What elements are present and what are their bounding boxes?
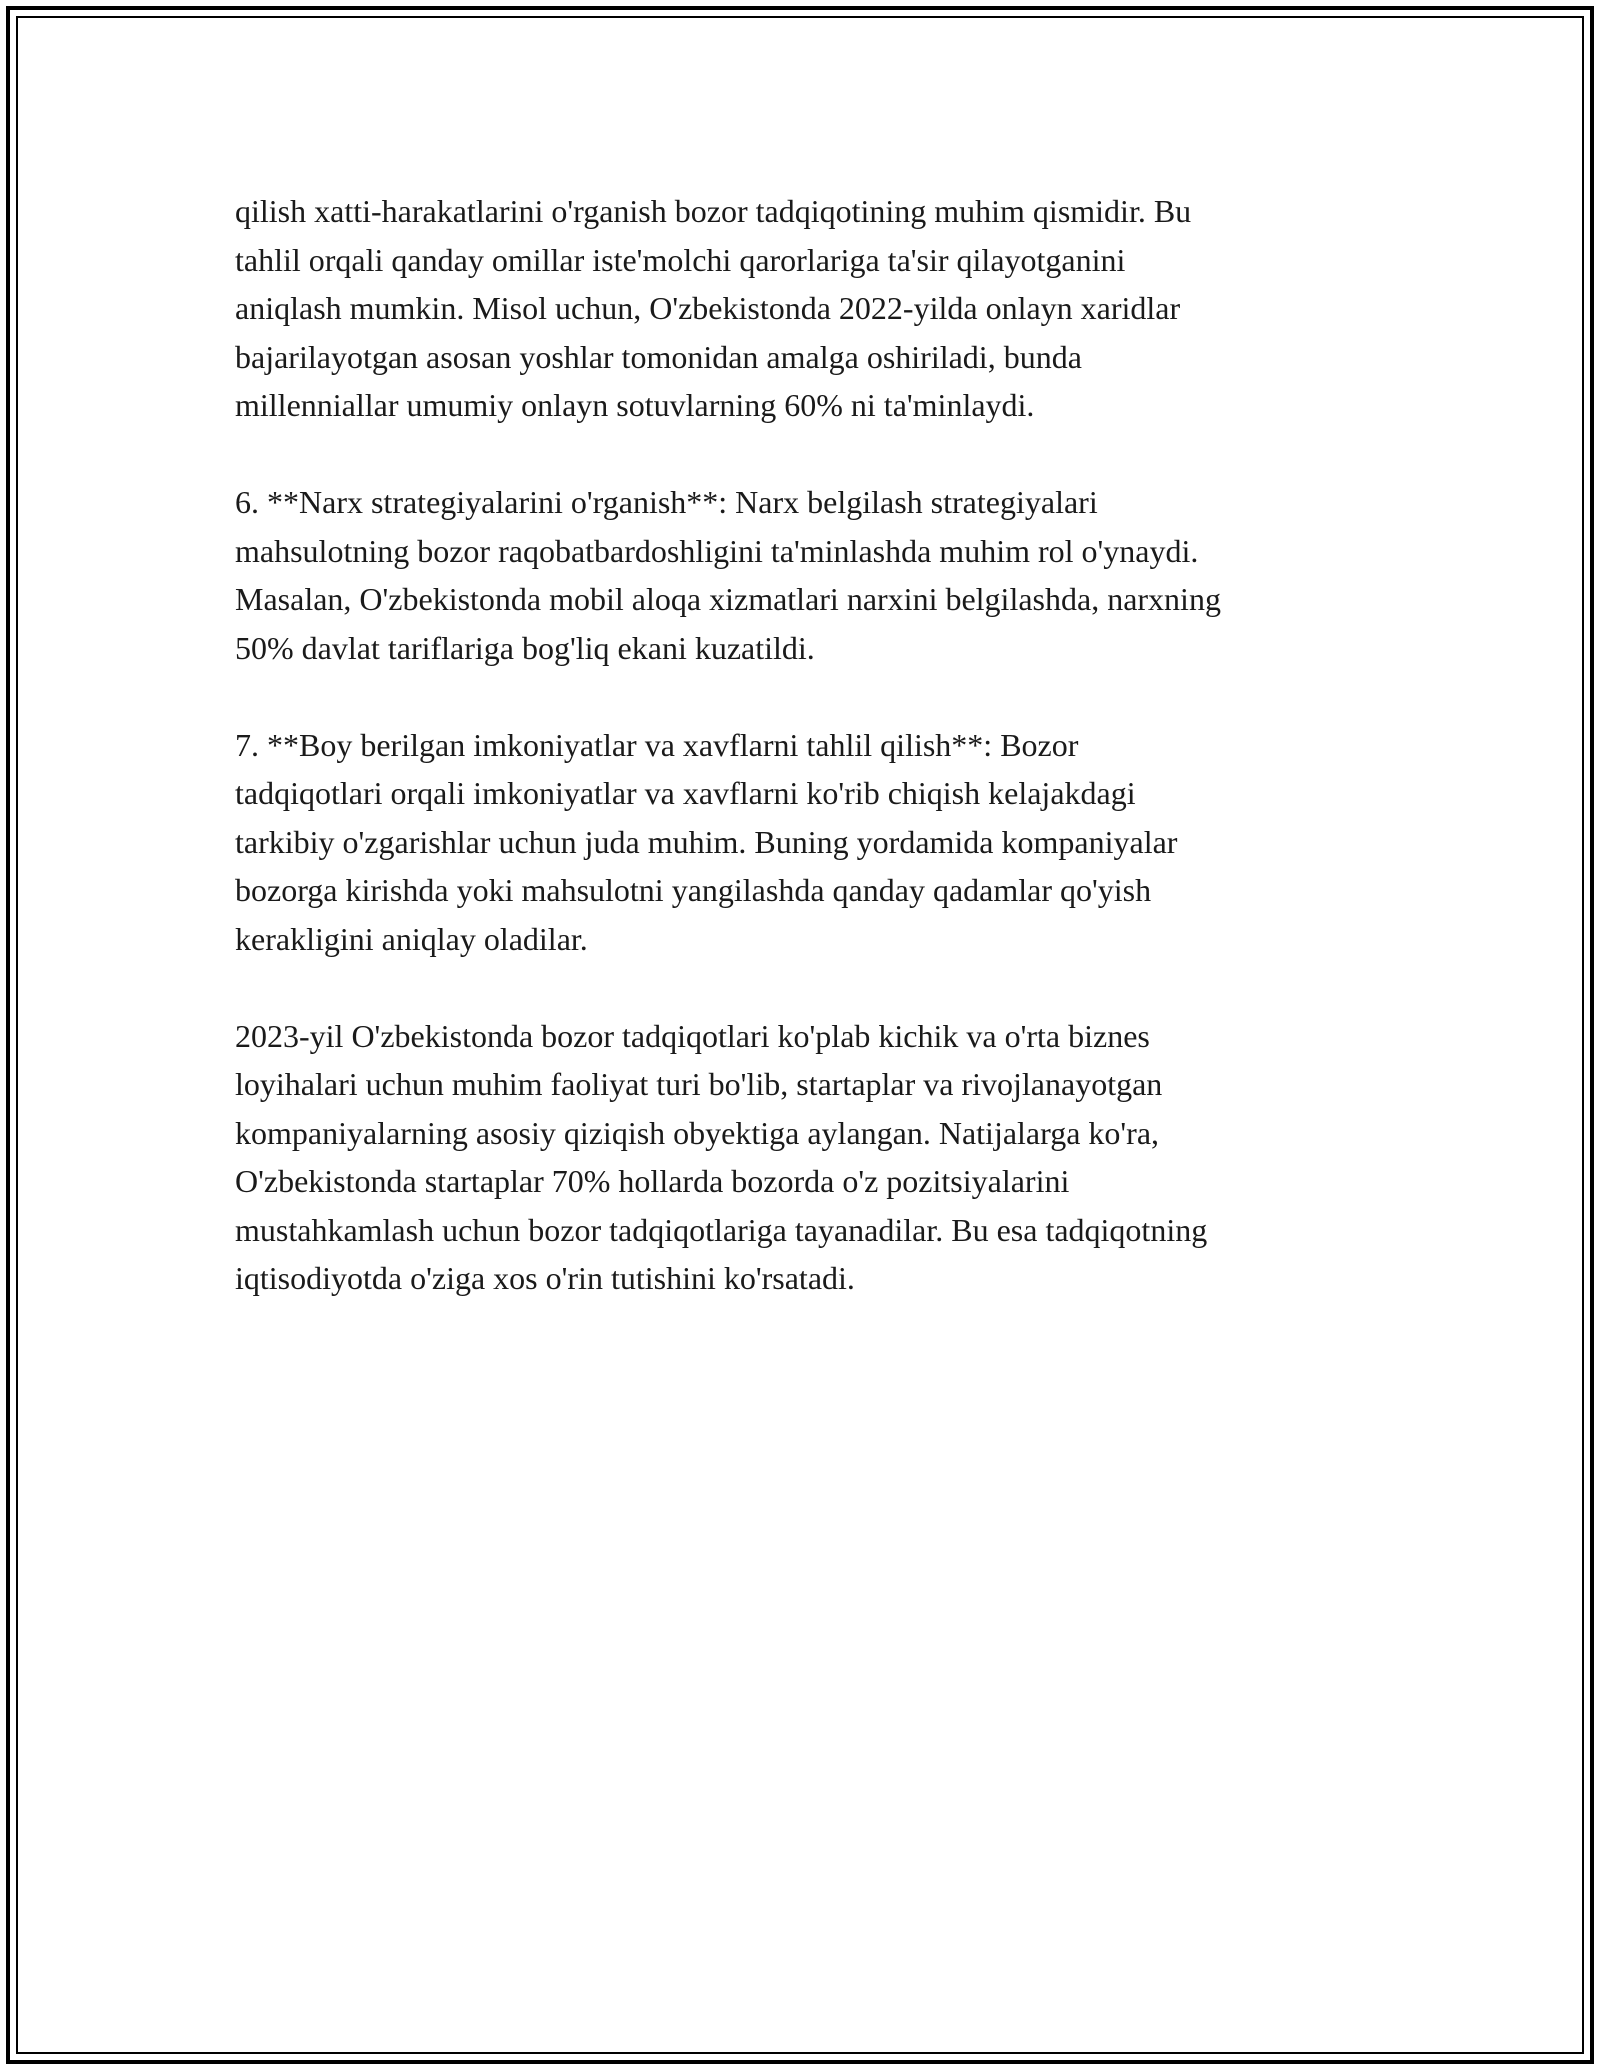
paragraph-pricing-strategies: 6. **Narx strategiyalarini o'rganish**: Narx belgilash strategiyalari mahsulotning bozor raqobatbardoshligini ta'minlashda muhim rol o'ynaydi. Masalan, O'zbekistonda mobil aloqa xizmatlari narxini belgilashda, narxning 50% davlat tariflariga bog'liq ekani kuzatildi. bbox=[235, 484, 1221, 666]
paragraph-opportunities-risks: 7. **Boy berilgan imkoniyatlar va xavflarni tahlil qilish**: Bozor tadqiqotlari orqali imkoniyatlar va xavflarni ko'rib chiqish kelajakdagi tarkibiy o'zgarishlar uchun juda muhim. Buning yordamida kompaniyalar bozorga kirishda yoki mahsulotni yangilashda qanday qadamlar qo'yish kerakligini aniqlay oladilar. bbox=[235, 726, 1178, 957]
paragraph-conclusion-2023: 2023-yil O'zbekistonda bozor tadqiqotlari ko'plab kichik va o'rta biznes loyihalari uchun muhim faoliyat turi bo'lib, startaplar va rivojlanayotgan kompaniyalarning asosiy qiziqish obyektiga aylangan. Natijalarga ko'ra, O'zbekistonda startaplar 70% hollarda bozorda o'z pozitsiyalarini mustahkamlash uchun bozor tadqiqotlariga tayanadilar. Bu esa tadqiqotning iqtisodiyotda o'ziga xos o'rin tutishini ko'rsatadi. bbox=[235, 1017, 1208, 1296]
paragraph-consumer-behavior: qilish xatti-harakatlarini o'rganish bozor tadqiqotining muhim qismidir. Bu tahlil orqali qanday omillar iste'molchi qarorlariga ta'sir qilayotganini aniqlash mumkin. Misol uchun, O'zbekistonda 2022-yilda onlayn xaridlar bajarilayotgan asosan yoshlar tomonidan amalga oshiriladi, bunda millenniallar umumiy onlayn sotuvlarning 60% ni ta'minlaydi. bbox=[235, 193, 1192, 423]
document-body bbox=[235, 187, 1385, 1351]
